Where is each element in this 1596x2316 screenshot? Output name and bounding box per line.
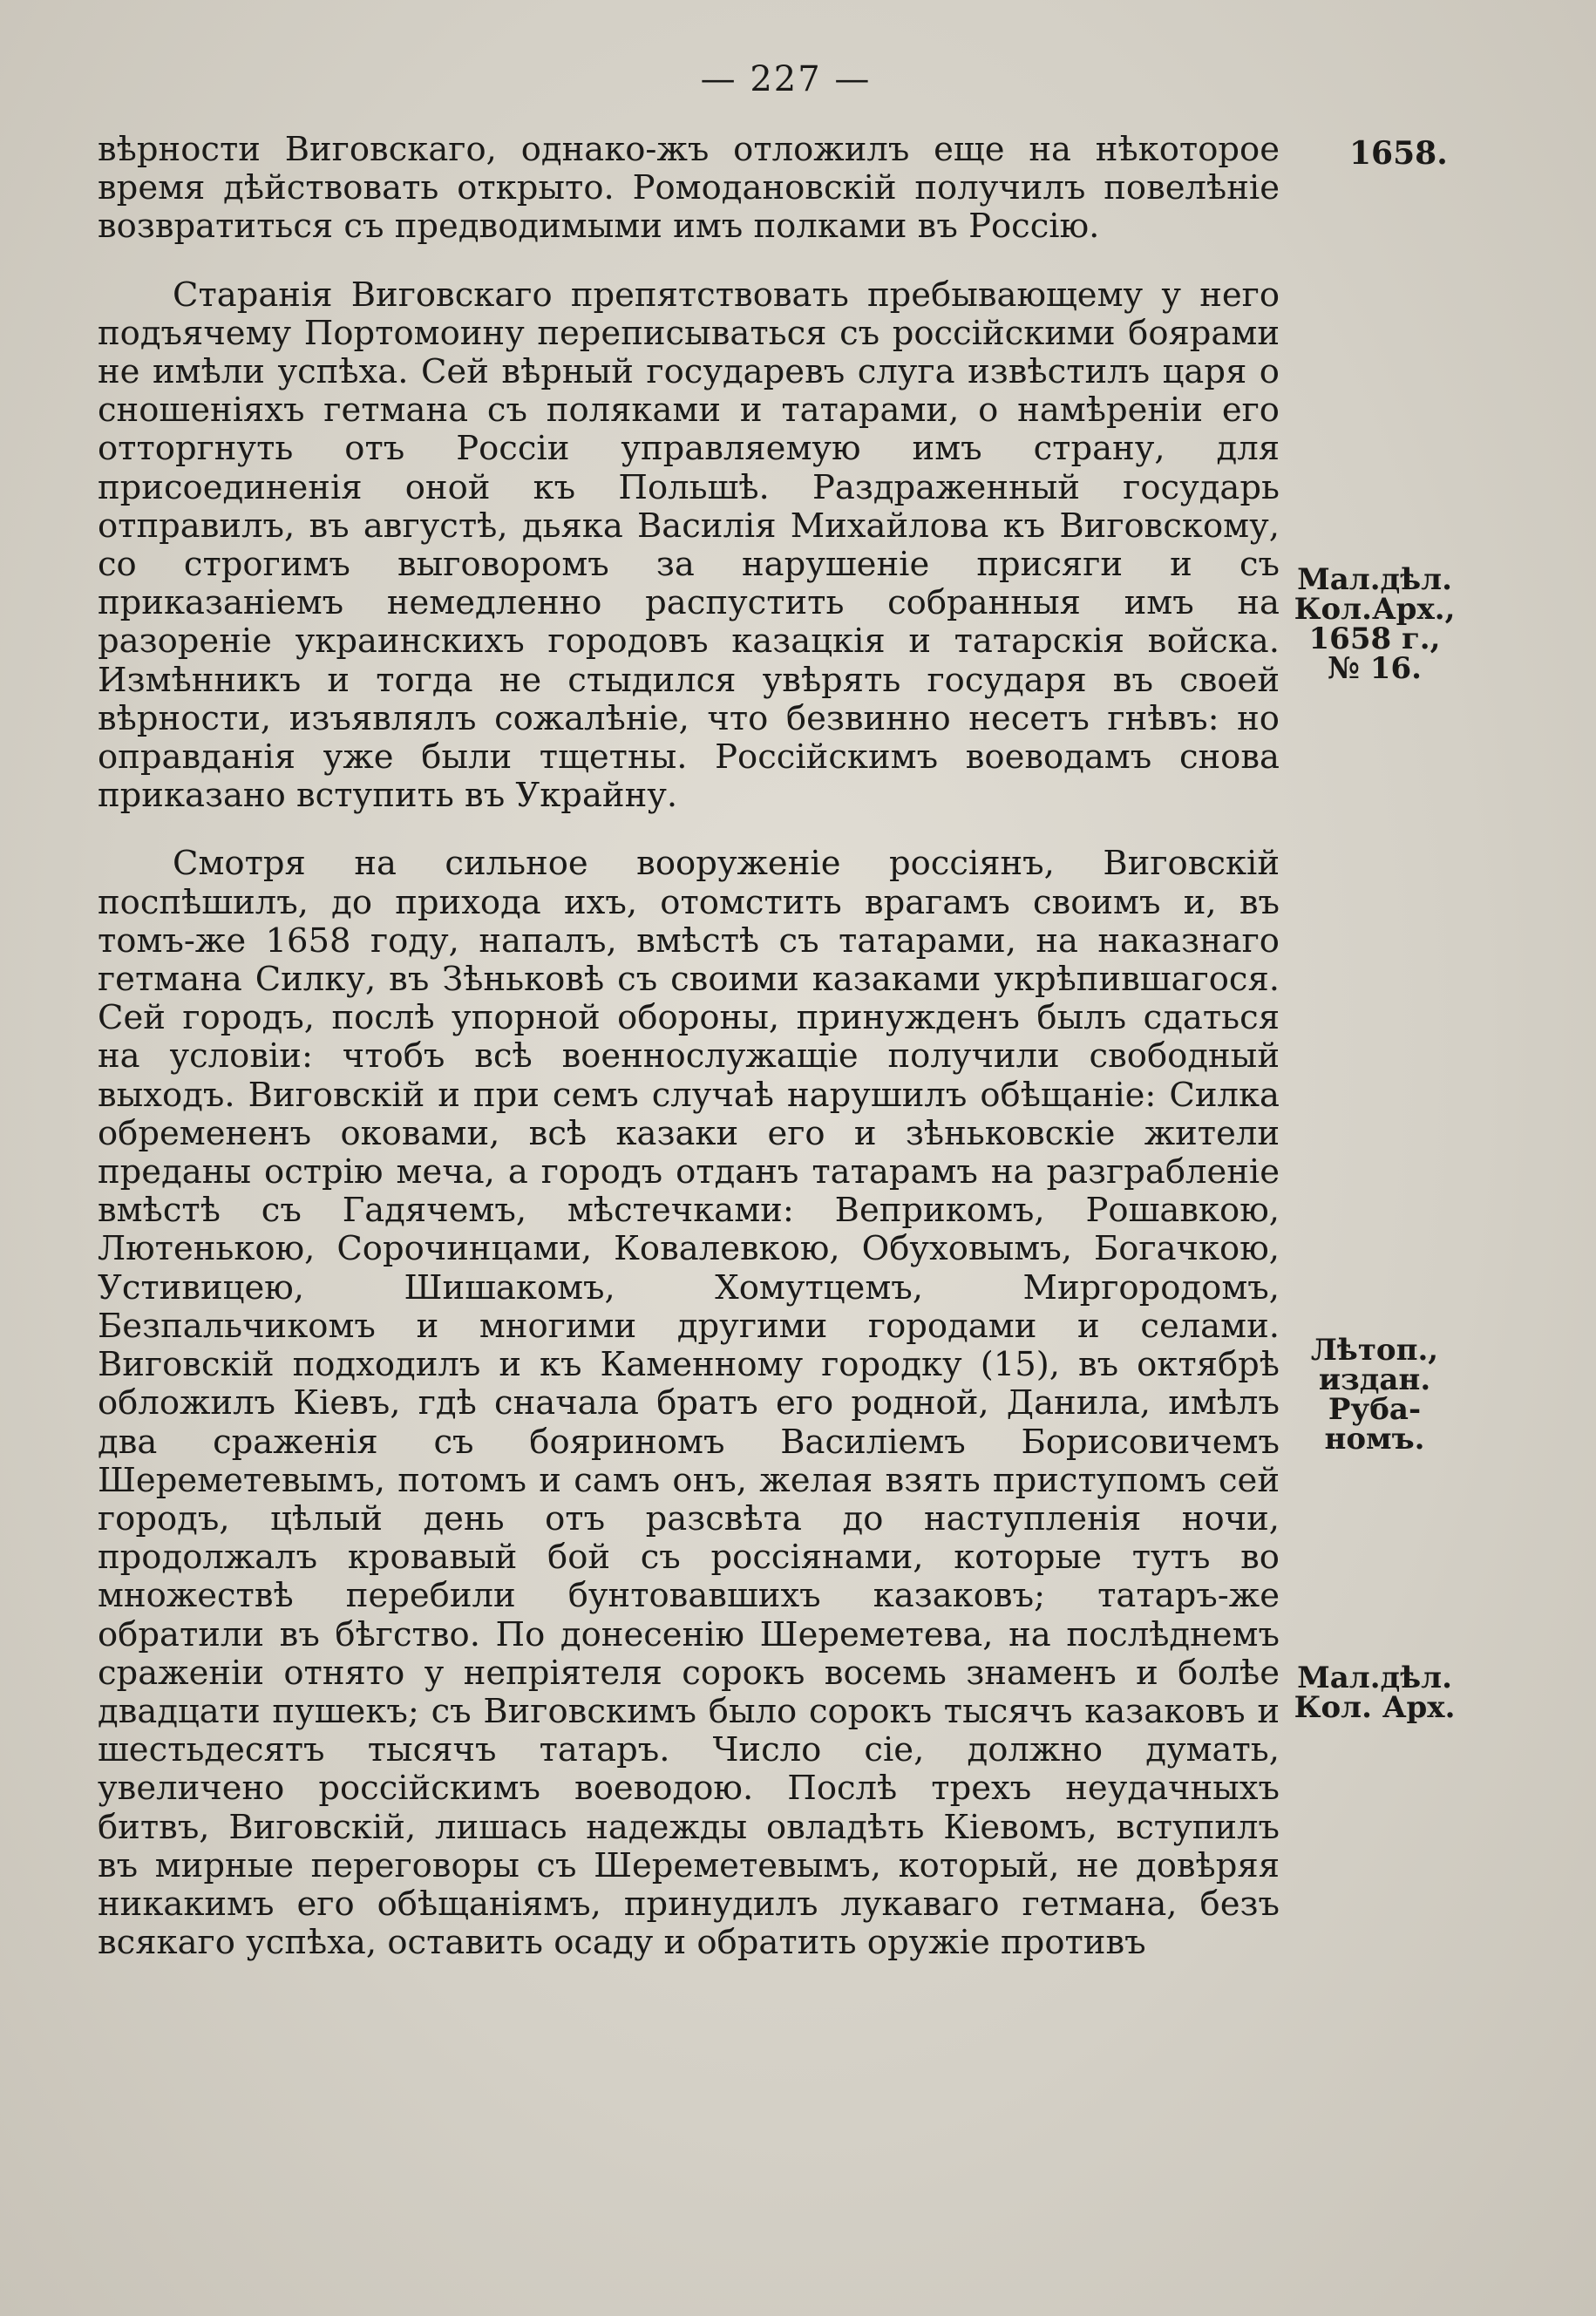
margin-note-archive-1 <box>1283 562 1466 686</box>
margin-note-chronicle <box>1283 1333 1466 1457</box>
margin-note-line: 1658 г., <box>1308 621 1441 656</box>
body-text <box>98 131 1280 1962</box>
paragraph-2: Старанія Виговскаго препятствовать пребывающему у него подъячему Портомоину переписываться съ россійскими боярами не имѣли успѣха. Сей вѣрный государевъ слуга извѣстилъ царя о сношеніяхъ гетмана съ поляками и татарами, о намѣреніи его отторгнуть отъ Россіи управляемую имъ страну, для присоединенія оной къ Польшѣ. Раздраженный государь отправилъ, въ августѣ, дьяка Василія Михайлова къ Виговскому, со строгимъ выговоромъ за нарушеніе присяги и съ приказаніемъ немедленно распустить собранныя имъ на разореніе украинскихъ городовъ казацкія и татарскія войска. Измѣнникъ и тогда не стыдился увѣрять государя въ своей вѣрности, изъявлялъ сожалѣніе, что безвинно несетъ гнѣвъ: но оправданія уже были тщетны. Россійскимъ воеводамъ снова приказано вступить въ Украйну. <box>98 275 1280 816</box>
margin-note-line: Кол.Арх., <box>1294 592 1456 627</box>
margin-note-line: номъ. <box>1324 1422 1425 1457</box>
paragraph-3: Смотря на сильное вооруженіе россіянъ, Виговскій поспѣшилъ, до прихода ихъ, отомстить врагамъ своимъ и, въ томъ-же 1658 году, напалъ, вмѣстѣ съ татарами, на наказнаго гетмана Силку, въ Зѣньковѣ съ своими казаками укрѣпившагося. Сей городъ, послѣ упорной обороны, принужденъ былъ сдаться на условіи: чтобъ всѣ военнослужащіе получили свободный выходъ. Виговскій и при семъ случаѣ нарушилъ обѣщаніе: Силка обремененъ оковами, всѣ казаки его и зѣньковскіе жители преданы острію меча, а городъ отданъ татарамъ на разграбленіе вмѣстѣ съ Гадячемъ, мѣстечками: Веприкомъ, Рошавкою, Лютенькою, Сорочинцами, Ковалевкою, Обуховымъ, Богачкою, Устивицею, Шишакомъ, Хомутцемъ, Миргородомъ, Безпальчикомъ и многими другими городами и селами. Виговскій подходилъ и къ Каменному городку (15), въ октябрѣ обложилъ Кіевъ, гдѣ сначала братъ его родной, Данила, имѣлъ два сраженія съ бояриномъ Василіемъ Борисовичемъ Шереметевымъ, потомъ и самъ онъ, желая взять приступомъ сей городъ, цѣлый день отъ разсвѣта до наступленія ночи, продолжалъ кровавый бой съ россіянами, которые тутъ во множествѣ перебили бунтовавшихъ казаковъ; татаръ-же обратили въ бѣгство. По донесенію Шереметева, на послѣднемъ сраженіи отнято у непріятеля сорокъ восемь знаменъ и болѣе двадцати пушекъ; съ Виговскимъ было сорокъ тысячъ казаковъ и шестьдесятъ тысячъ татаръ. Число сіе, должно думать, увеличено россійскимъ воеводою. Послѣ трехъ неудачныхъ битвъ, Виговскій, лишась надежды овладѣть Кіевомъ, вступилъ въ мирные переговоры съ Шереметевымъ, который, не довѣряя никакимъ его обѣщаніямъ, принудилъ лукаваго гетмана, безъ всякаго успѣха, оставить осаду и обратить оружіе противъ <box>98 844 1280 1963</box>
margin-note-archive-2 <box>1283 1661 1466 1725</box>
margin-note-line: Мал.дѣл. <box>1297 1661 1452 1695</box>
margin-note-line: Кол. Арх. <box>1294 1690 1456 1725</box>
margin-note-line: Лѣтоп., <box>1310 1333 1439 1368</box>
margin-note-line: Мал.дѣл. <box>1297 562 1452 597</box>
margin-note-line: издан. <box>1318 1362 1431 1397</box>
page-number: — 227 — <box>700 59 872 99</box>
margin-note-line: Руба- <box>1328 1392 1422 1427</box>
paragraph-1: вѣрности Виговскаго, однако-жъ отложилъ еще на нѣкоторое время дѣйствовать открыто. Ромодановскій получилъ повелѣніе возвратиться съ предводимыми имъ полками въ Россію. <box>98 130 1280 247</box>
margin-note-line: № 16. <box>1328 651 1422 686</box>
margin-year: 1658. <box>1349 135 1448 172</box>
